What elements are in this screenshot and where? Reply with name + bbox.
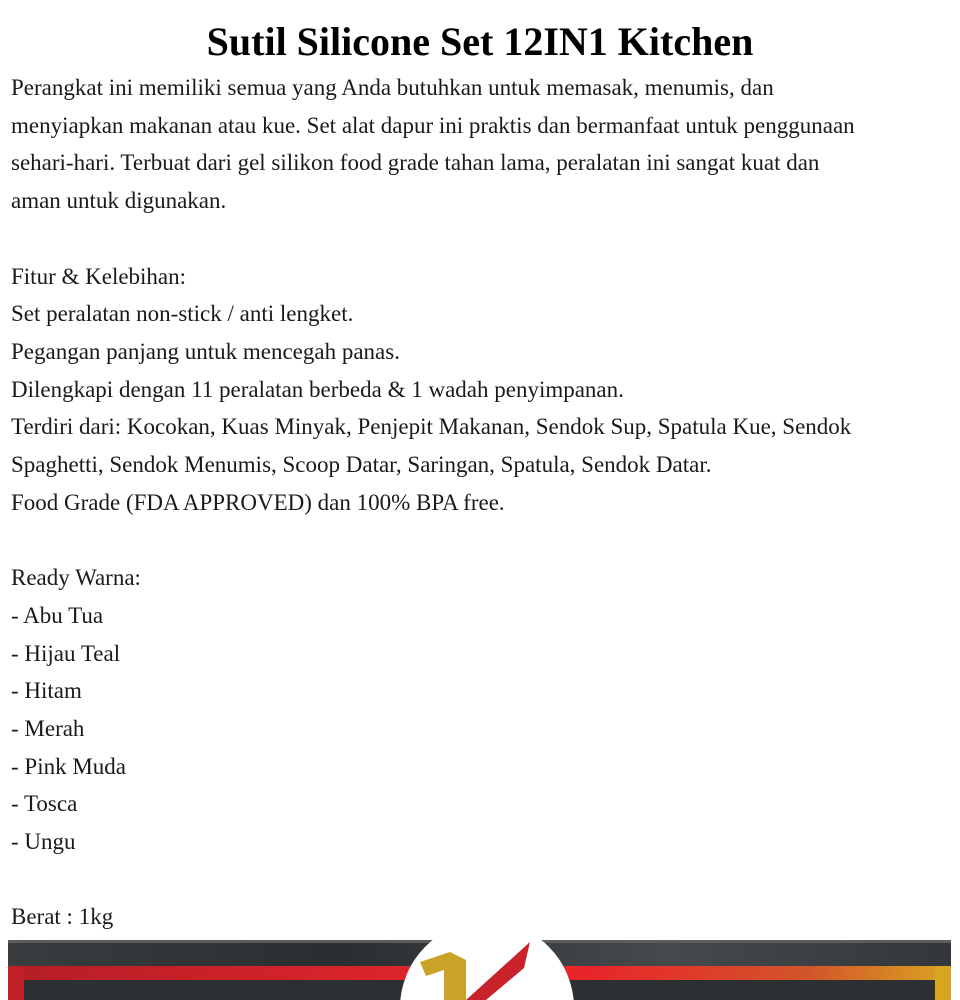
feature-line: Spaghetti, Sendok Menumis, Scoop Datar, Saringan, Spatula, Sendok Datar. — [11, 452, 712, 478]
product-banner-image — [8, 940, 951, 1000]
feature-line: Terdiri dari: Kocokan, Kuas Minyak, Penjepit Makanan, Sendok Sup, Spatula Kue, Sendok — [11, 414, 852, 440]
spacer — [11, 521, 956, 559]
feature-line: Set peralatan non-stick / anti lengket. — [11, 301, 354, 327]
intro-line: aman untuk digunakan. — [11, 188, 227, 214]
intro-line: menyiapkan makanan atau kue. Set alat dapur ini praktis dan bermanfaat untuk penggunaan — [11, 112, 855, 138]
color-item: - Merah — [11, 715, 85, 741]
page-title: Sutil Silicone Set 12IN1 Kitchen — [206, 19, 754, 64]
spacer — [11, 220, 956, 258]
color-item: - Hitam — [11, 678, 82, 704]
color-item: - Pink Muda — [11, 753, 126, 779]
color-item: - Tosca — [11, 791, 78, 817]
spacer — [11, 861, 956, 899]
colors-heading: Ready Warna: — [11, 565, 141, 591]
feature-line: Pegangan panjang untuk mencegah panas. — [11, 338, 400, 364]
feature-line: Dilengkapi dengan 11 peralatan berbeda & 1 wadah penyimpanan. — [11, 376, 624, 402]
features-heading: Fitur & Kelebihan: — [11, 263, 187, 289]
color-item: - Hijau Teal — [11, 640, 121, 666]
color-item: - Abu Tua — [11, 602, 104, 628]
banner-graphic — [8, 940, 951, 1000]
color-item: - Ungu — [11, 829, 76, 855]
feature-line: Food Grade (FDA APPROVED) dan 100% BPA free. — [11, 489, 505, 515]
product-description — [11, 69, 956, 936]
intro-line: Perangkat ini memiliki semua yang Anda butuhkan untuk memasak, menumis, dan — [11, 75, 774, 100]
weight-text: Berat : 1kg — [11, 904, 114, 930]
intro-line: sehari-hari. Terbuat dari gel silikon food grade tahan lama, peralatan ini sangat kuat dan — [11, 150, 820, 176]
